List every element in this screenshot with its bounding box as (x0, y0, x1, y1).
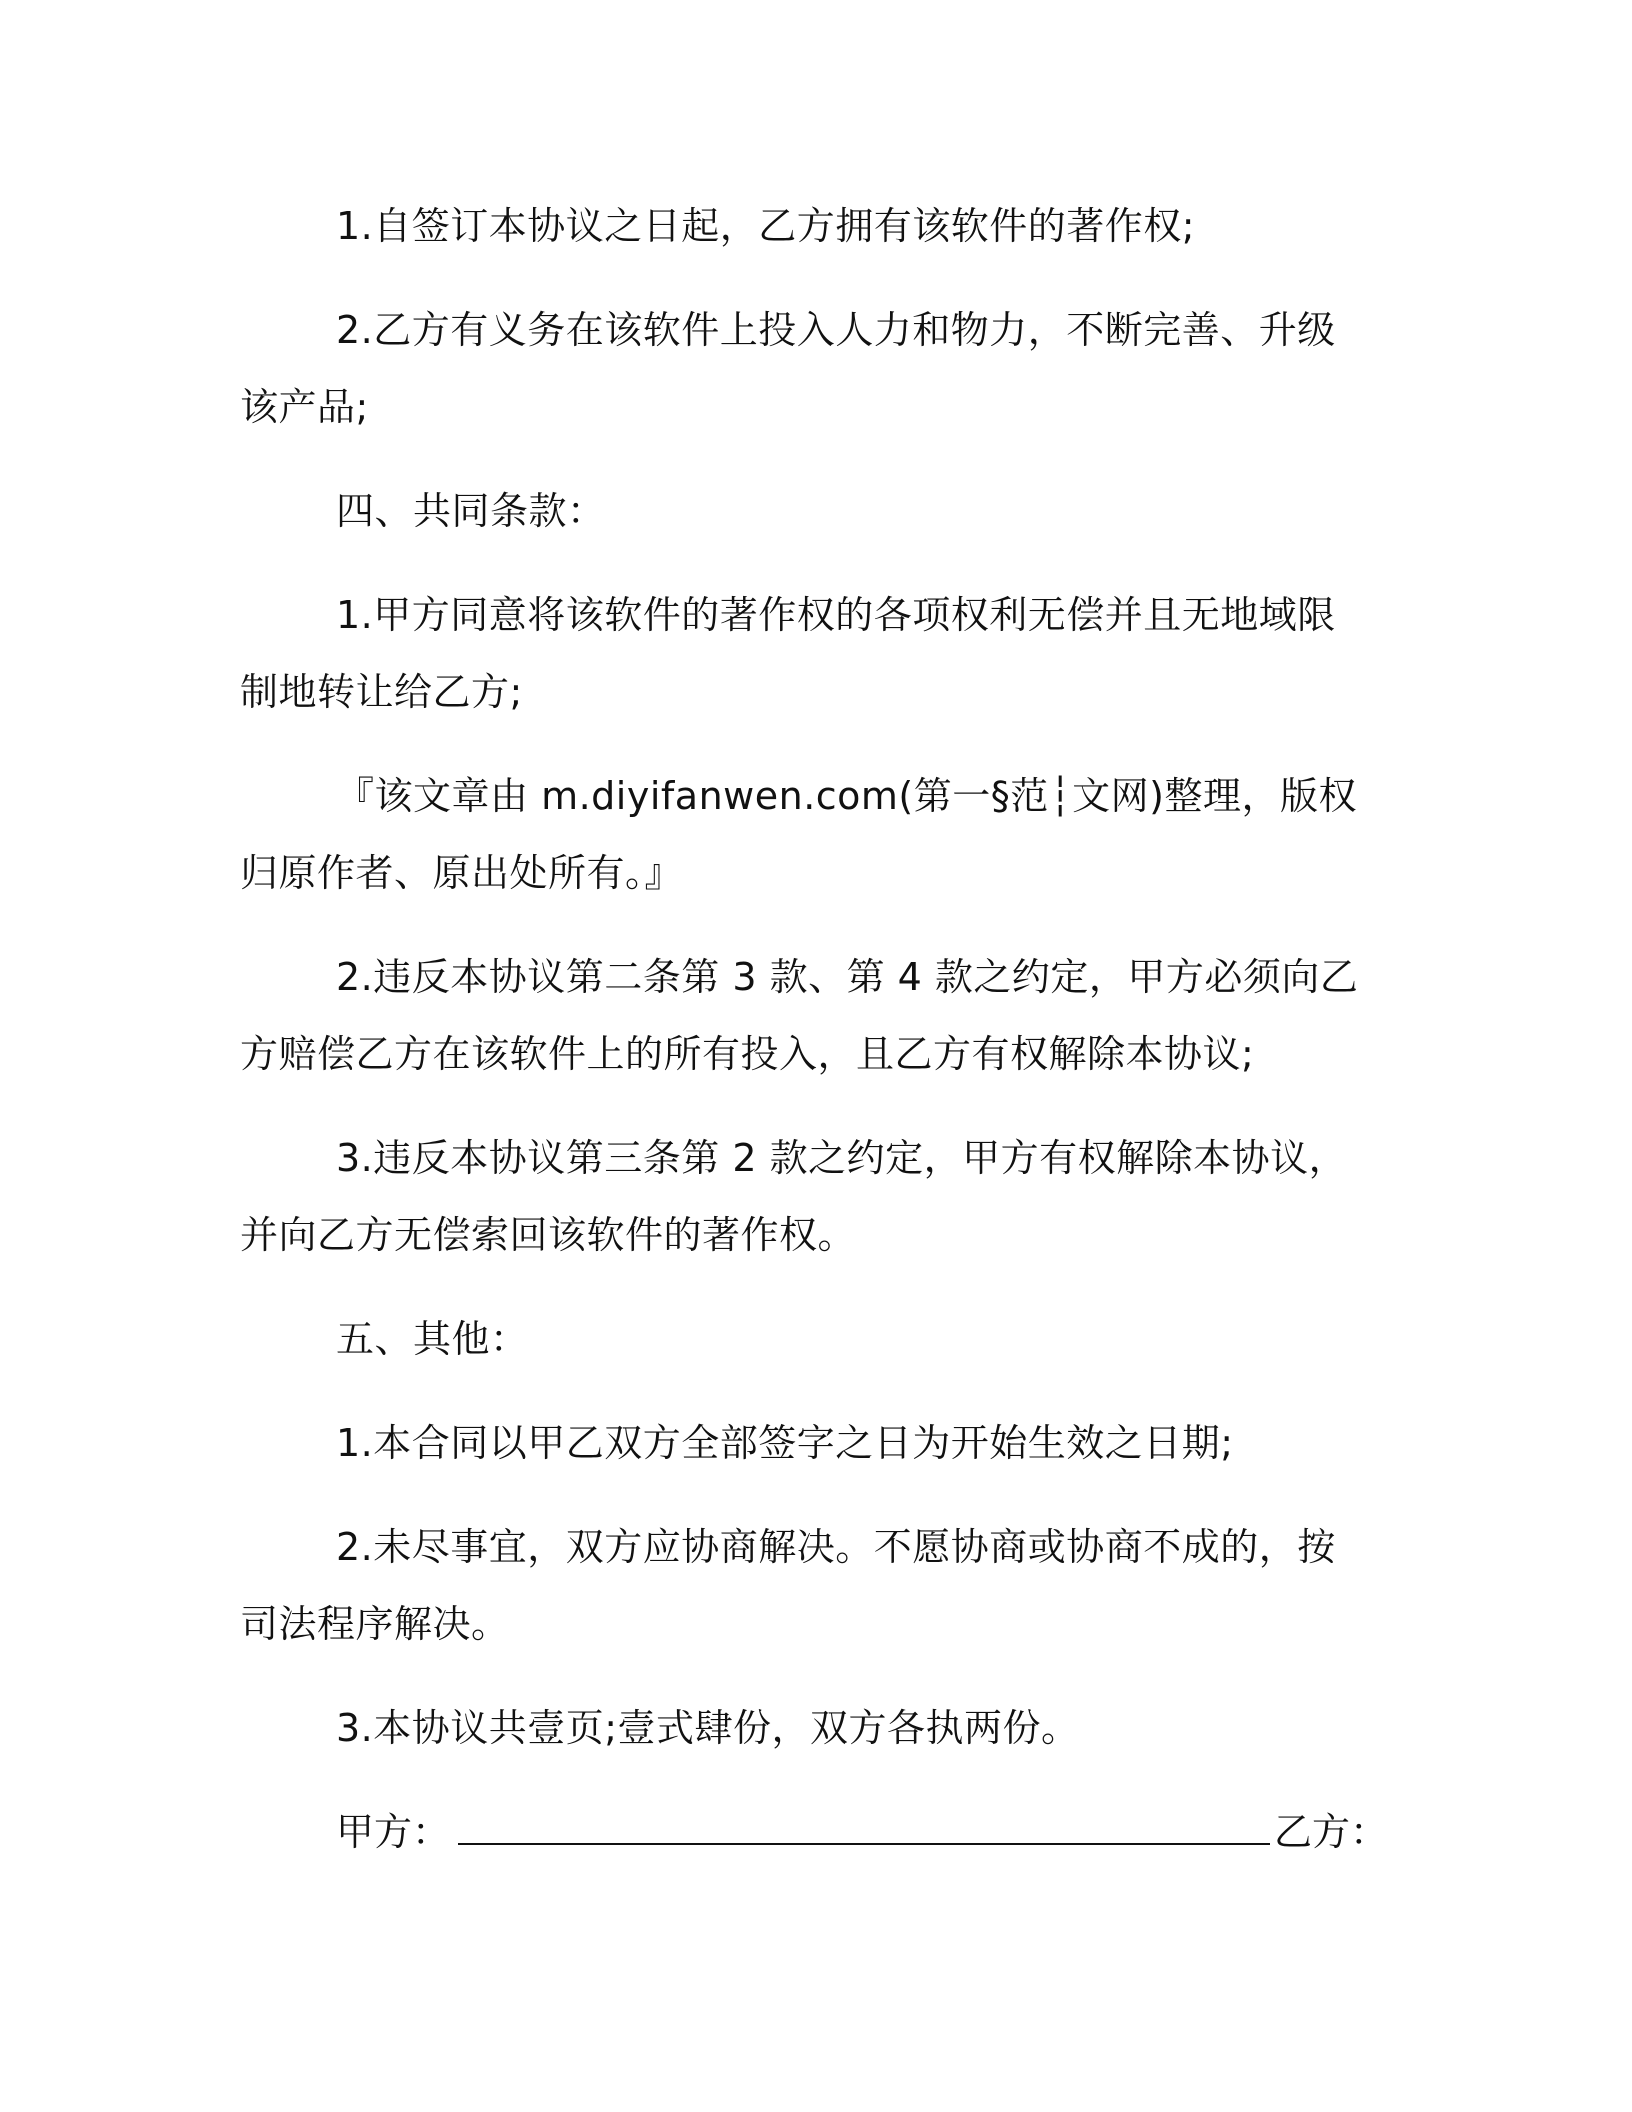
clause-3-2: 2.乙方有义务在该软件上投入人力和物力，不断完善、升级该产品; (240, 308, 1336, 429)
clause-3-1: 1.自签订本协议之日起，乙方拥有该软件的著作权; (336, 204, 1196, 248)
party-b-label: 乙方： (1274, 1810, 1389, 1854)
clause-4-3: 3.违反本协议第三条第 2 款之约定，甲方有权解除本协议，并向乙方无偿索回该软件的著作权。 (240, 1136, 1348, 1257)
clause-4-1: 1.甲方同意将该软件的著作权的各项权利无偿并且无地域限制地转让给乙方; (240, 593, 1336, 714)
section-heading-5: 五、其他： (336, 1317, 529, 1361)
clause-4-2: 2.违反本协议第二条第 3 款、第 4 款之约定，甲方必须向乙方赔偿乙方在该软件上的所有投入，且乙方有权解除本协议; (240, 955, 1359, 1076)
section-heading-4: 四、共同条款： (336, 489, 606, 533)
party-a-label: 甲方： (336, 1810, 451, 1854)
document-body (240, 188, 1389, 1871)
clause-5-3: 3.本协议共壹页;壹式肆份，双方各执两份。 (336, 1706, 1080, 1750)
clause-5-2: 2.未尽事宜，双方应协商解决。不愿协商或协商不成的，按司法程序解决。 (240, 1525, 1336, 1646)
signature-blank (458, 1799, 1270, 1845)
signature-line (240, 1794, 1389, 1871)
source-notice: 『该文章由 m.diyifanwen.com(第一§范┆文网)整理，版权归原作者、原出处所有。』 (240, 774, 1357, 895)
clause-5-1: 1.本合同以甲乙双方全部签字之日为开始生效之日期; (336, 1421, 1234, 1465)
